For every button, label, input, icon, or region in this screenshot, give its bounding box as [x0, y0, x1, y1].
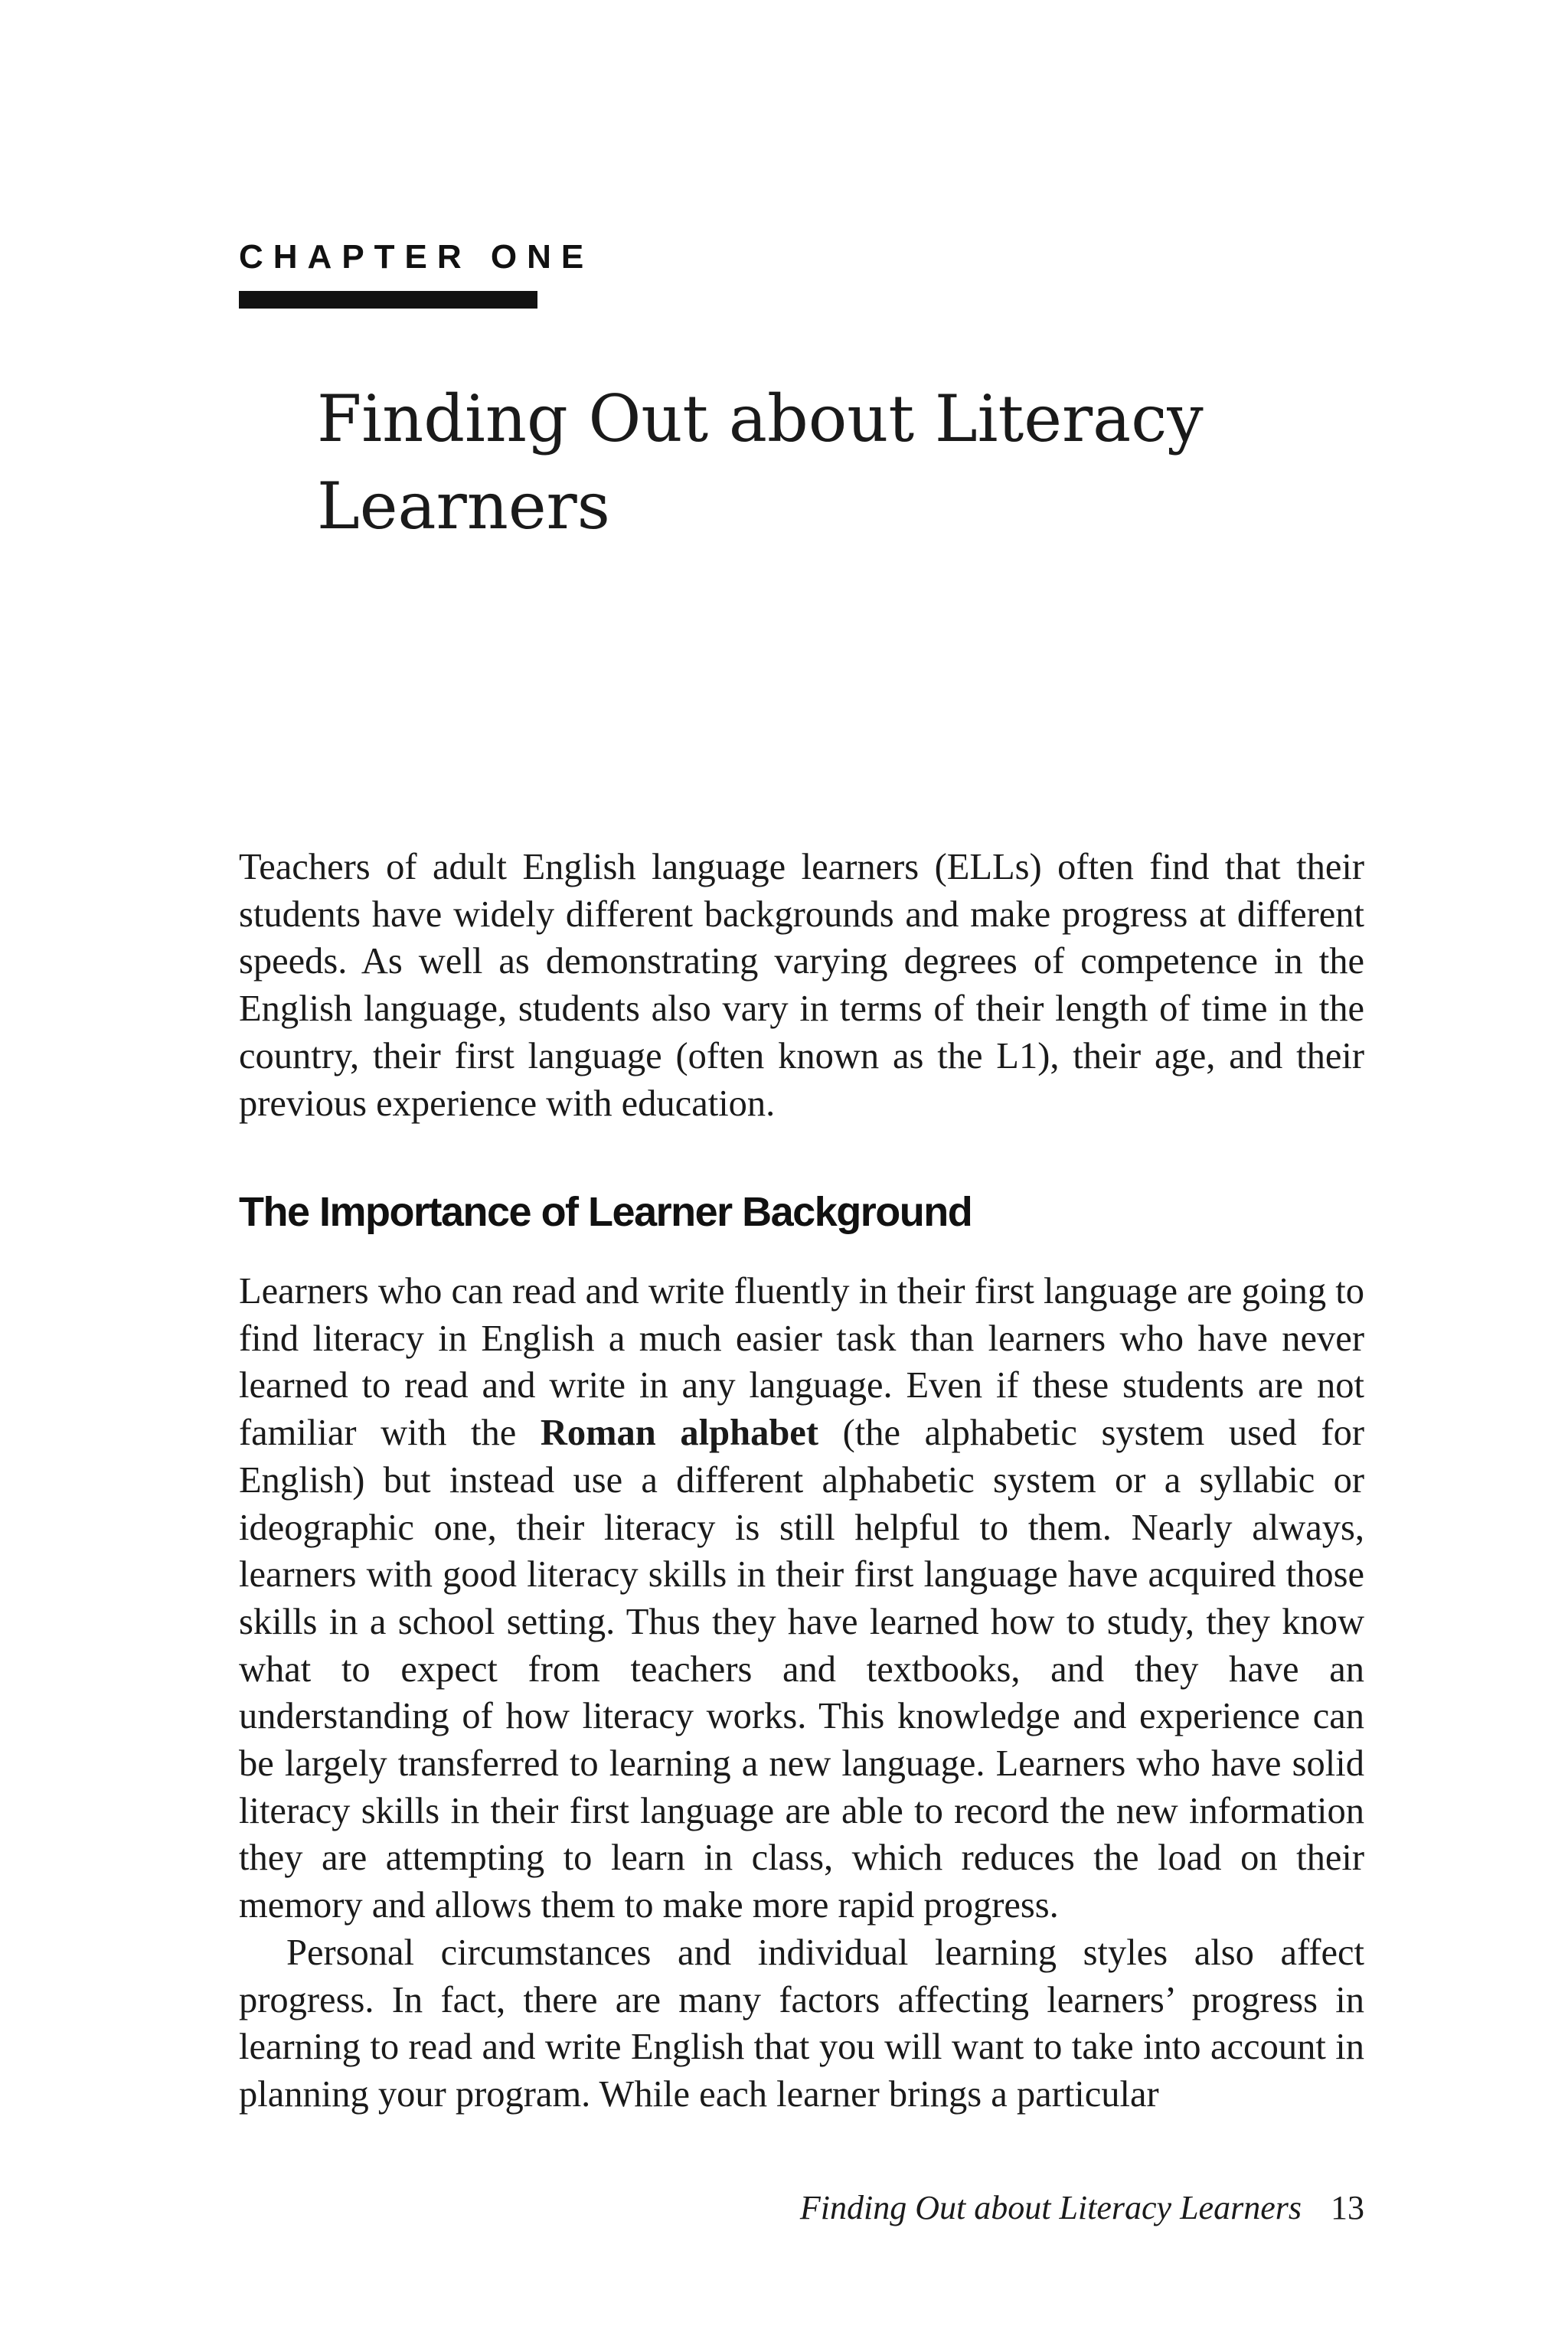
section-paragraph-2: Personal circumstances and individual learning styles also affect progress. In fact, there are many factors affecting learners’ progress in learning to read and write English that you will want to take into account in planning your program. While each learner brings a particular	[239, 1932, 1364, 2115]
key-term-roman-alphabet: Roman alphabet	[540, 1413, 818, 1454]
running-footer	[800, 2187, 1364, 2230]
section-paragraph-1	[239, 1268, 1364, 1929]
paragraph-1-text-a: Learners who can read and write fluently in their first language are going to find literacy in English a much easier task than learners who have never learned to read and write in any language. Even if these students are not familiar with the	[239, 1271, 1364, 1454]
paragraph-1-text-b: (the alphabetic system used for English) but instead use a different alphabetic system or a syllabic or ideographic one, their literacy is still helpful to them. Nearly always, learners with good literacy skills in their first language have acquired those skills in a school setting. Thus they have learned how to study, they know what to expect from teachers and textbooks, and they have an understanding of how literacy works. This knowledge and experience can be largely transferred to learning a new language. Learners who have solid literacy skills in their first language are able to record the new information they are attempting to learn in class, which reduces the load on their memory and allows them to make more rapid progress.	[239, 1413, 1364, 1926]
chapter-title: Finding Out about Literacy Learners	[317, 381, 1204, 544]
chapter-rule	[239, 291, 537, 309]
intro-paragraph: Teachers of adult English language learners (ELLs) often find that their students have widely different backgrounds and make progress at different speeds. As well as demonstrating varying degrees of competence in the English language, students also vary in terms of their length of time in the country, their first language (often known as the L1), their age, and their previous experience with education.	[239, 847, 1364, 1124]
intro-section	[239, 844, 1364, 1127]
page-number: 13	[1331, 2189, 1364, 2226]
section-body	[239, 1268, 1364, 2118]
chapter-label: CHAPTER ONE	[239, 238, 594, 276]
section-heading: The Importance of Learner Background	[239, 1189, 972, 1235]
footer-running-title: Finding Out about Literacy Learners	[799, 2189, 1302, 2226]
